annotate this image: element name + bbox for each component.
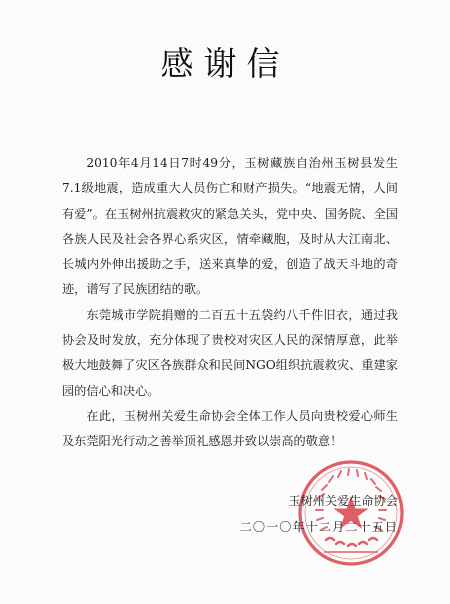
letter-paragraph-1: 2010年4月14日7时49分，玉树藏族自治州玉树县发生7.1级地震，造成重大人员伤亡和财产损失。“地震无情，人间有爱”。在玉树州抗震救灾的紧急关头，党中央、国务院、全国各族人民及社会各界心系灾区，情牵藏胞，及时从大江南北、长城内外伸出援助之手，送来真挚的爱，创造了战天斗地的奇迹，谱写了民族团结的歌。 [62, 156, 398, 297]
letter-title: 感谢信 [160, 44, 290, 83]
signature-date: 二〇一〇年十二月二十五日 [239, 520, 398, 534]
letter-body [62, 151, 398, 455]
signature-organization: 玉树州关爱生命协会 [288, 494, 398, 508]
official-seal-icon [296, 458, 406, 568]
letter-paragraph-2: 东莞城市学院捐赠的二百五十五袋约八千件旧衣，通过我协会及时发放，充分体现了贵校对灾区人民的深情厚意，此举极大地鼓舞了灾区各族群众和民间NGO组织抗震救灾、重建家园的信心和决心。 [62, 307, 398, 398]
letter-paragraph-3: 在此，玉树州关爱生命协会全体工作人员向贵校爱心师生及东莞阳光行动之善举顶礼感恩并致以崇高的敬意！ [62, 408, 398, 449]
